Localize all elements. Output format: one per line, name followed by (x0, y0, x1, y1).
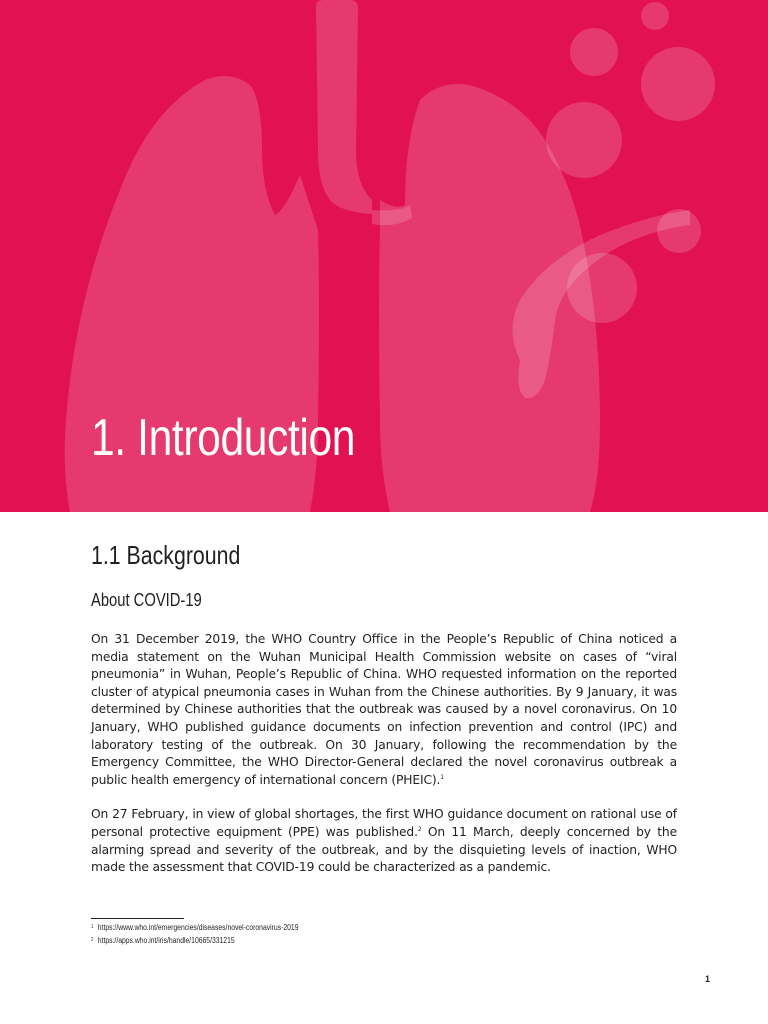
paragraph-1 (91, 631, 677, 789)
footnote-ref-1[interactable]: 1 (440, 773, 444, 781)
sub-heading: About COVID-19 (91, 590, 202, 610)
footnote-ref-2[interactable]: 2 (417, 825, 422, 833)
bubble-shape (570, 28, 618, 76)
paragraph-1-text: On 31 December 2019, the WHO Country Office in the People’s Republic of China noticed a media statement on the Wuhan Municipal Health Commission website on cases of “viral pneumonia” in Wuhan, People’s Republic of China. WHO requested information on the reported cluster of atypical pneumonia cases in Wuhan from the Chinese authorities. By 9 January, it was determined by Chinese authorities that the outbreak was caused by a novel coronavirus. On 10 January, WHO published guidance documents on infection prevention and control (IPC) and laboratory testing of the outbreak. On 30 January, following the recommendation by the Emergency Committee, the WHO Director-General declared the novel coronavirus outbreak a public health emergency of international concern (PHEIC). (91, 632, 677, 787)
page-number: 1 (705, 974, 711, 984)
footnote-link[interactable]: https://www.who.int/emergencies/diseases/novel-coronavirus-2019 (97, 923, 299, 932)
bubble-shape (657, 209, 701, 253)
trachea-shape (316, 0, 372, 214)
section-heading: 1.1 Background (91, 540, 241, 570)
footnote-1 (91, 921, 299, 934)
page-title: 1. Introduction (91, 409, 356, 467)
footnote-2 (91, 934, 299, 947)
bubble-shape (567, 253, 637, 323)
bubble-shape (546, 102, 622, 178)
footnotes (91, 921, 335, 947)
footnote-number: 1 (91, 924, 94, 930)
paragraph-2 (91, 806, 677, 876)
footnote-divider (91, 918, 184, 919)
footnote-number: 2 (91, 937, 94, 943)
main-content (91, 540, 677, 877)
bubble-shape (641, 2, 669, 30)
bubble-shape (641, 47, 715, 121)
paragraph-2-text-after: On 11 March, deeply concerned by the alarming spread and severity of the outbreak, and by the disquieting levels of inaction, WHO made the assessment that COVID-19 could be characterized as a pandemic. (91, 824, 677, 875)
footnote-link[interactable]: https://apps.who.int/iris/handle/10665/331215 (97, 936, 235, 945)
paragraph-2-text-before: On 27 February, in view of global shortages, the first WHO guidance document on rational use of personal protective equipment (PPE) was published. (91, 807, 677, 839)
